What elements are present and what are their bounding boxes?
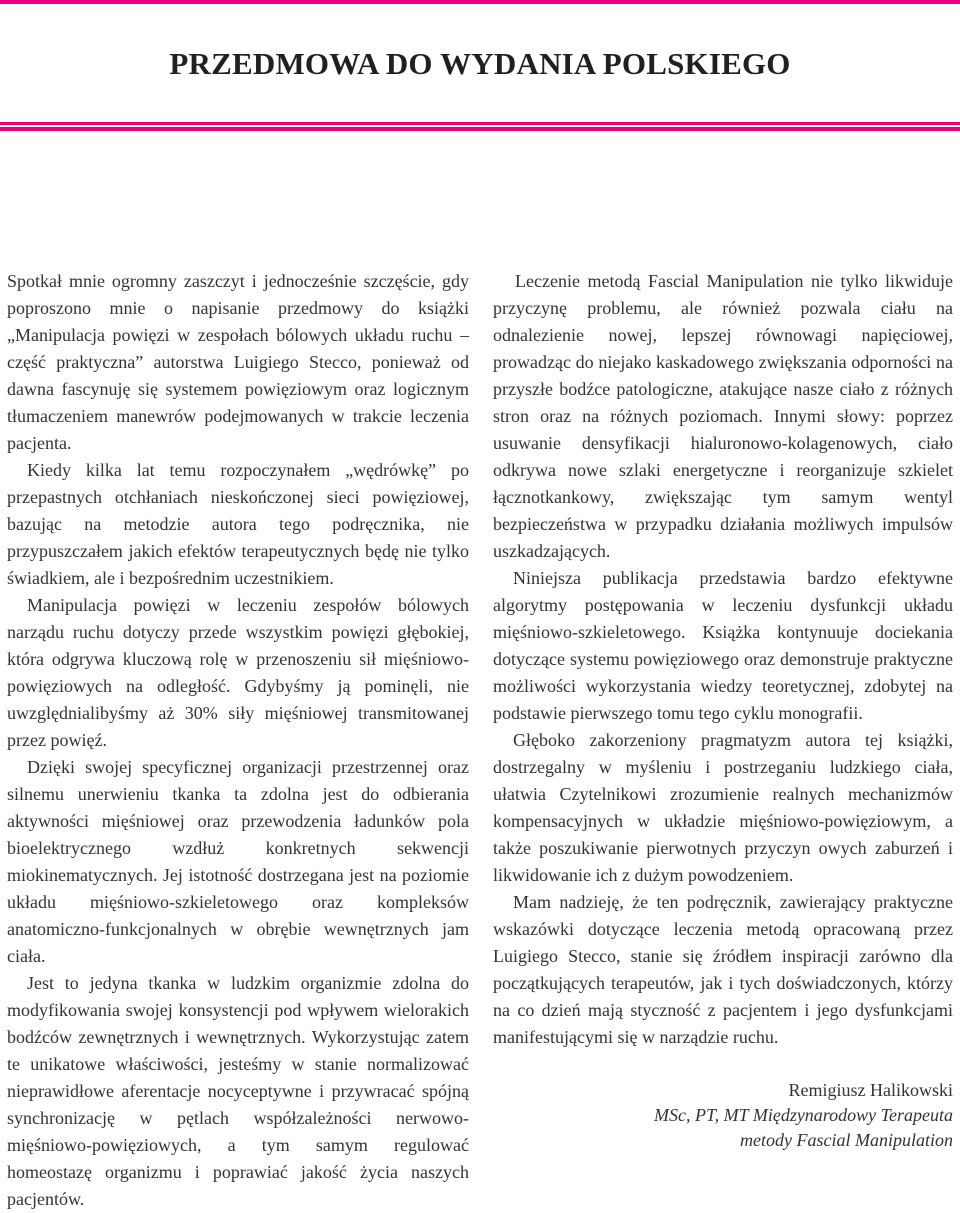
author-name: Remigiusz Halikowski xyxy=(788,1080,953,1100)
paragraph: Kiedy kilka lat temu rozpoczynałem „wędrówkę” po przepastnych otchłaniach nieskończonej sieci powięziowej, bazując na metodzie autora tego podręcznika, nie przypuszczałem jakich efektów terapeutycznych będę nie tylko świadkiem, ale i bezpośrednim uczestnikiem. xyxy=(7,460,469,588)
left-text-column xyxy=(7,268,469,1213)
author-affiliation: metody Fascial Manipulation xyxy=(740,1130,953,1150)
paragraph: Mam nadzieję, że ten podręcznik, zawierający praktyczne wskazówki dotyczące leczenia metodą opracowaną przez Luigiego Stecco, stanie się źródłem inspiracji zarówno dla początkujących terapeutów, jak i tych doświadczonych, którzy na co dzień mają styczność z pacjentem i jego dysfunkcjami manifestującymi się w narządzie ruchu. xyxy=(493,892,953,1047)
right-text-column xyxy=(493,268,953,1153)
paragraph: Spotkał mnie ogromny zaszczyt i jednocześnie szczęście, gdy poproszono mnie o napisanie przedmowy do książki „Manipulacja powięzi w zespołach bólowych układu ruchu – część praktyczna” autorstwa Luigiego Stecco, ponieważ od dawna fascynuję się systemem powięziowym oraz logicznym tłumaczeniem manewrów podejmowanych w trakcie leczenia pacjenta. xyxy=(7,271,469,453)
paragraph: Manipulacja powięzi w leczeniu zespołów bólowych narządu ruchu dotyczy przede wszystkim powięzi głębokiej, która odgrywa kluczową rolę w przenoszeniu sił mięśniowo-powięziowych na odległość. Gdybyśmy ją pominęli, nie uwzględnialibyśmy aż 30% siły mięśniowej transmitowanej przez powięź. xyxy=(7,595,469,750)
paragraph: Dzięki swojej specyficznej organizacji przestrzennej oraz silnemu unerwieniu tkanka ta zdolna jest do odbierania aktywności mięśniowej oraz przewodzenia ładunków pola bioelektrycznego wzdłuż konkretnych sekwencji miokinematycznych. Jej istotność dostrzegana jest na poziomie układu mięśniowo-szkieletowego oraz kompleksów anatomiczno-funkcjonalnych w obrębie wewnętrznych jam ciała. xyxy=(7,757,469,966)
paragraph: Niniejsza publikacja przedstawia bardzo efektywne algorytmy postępowania w leczeniu dysfunkcji układu mięśniowo-szkieletowego. Książka kontynuuje dociekania dotyczące systemu powięziowego oraz demonstruje praktyczne możliwości wykorzystania wiedzy teoretycznej, zdobytej na podstawie pierwszego tomu tego cyklu monografii. xyxy=(493,568,953,723)
top-accent-rule xyxy=(0,0,960,4)
author-credentials: MSc, PT, MT Międzynarodowy Terapeuta xyxy=(654,1105,953,1125)
title-accent-rule-lower xyxy=(0,127,960,131)
paragraph: Leczenie metodą Fascial Manipulation nie tylko likwiduje przyczynę problemu, ale również pozwala ciału na odnalezienie nowej, lepszej równowagi napięciowej, prowadząc do niejako kaskadowego zwiększania odporności na przyszłe bodźce patologiczne, atakujące nasze ciało z różnych stron oraz na różnych poziomach. Innymi słowy: poprzez usuwanie densyfikacji hialuronowo-kolagenowych, ciało odkrywa nowe szlaki energetyczne i reorganizuje szkielet łącznotkankowy, zwiększając tym samym wentyl bezpieczeństwa w przypadku działania możliwych impulsów uszkadzających. xyxy=(493,271,953,561)
title-accent-rule-upper xyxy=(0,122,960,125)
paragraph: Głęboko zakorzeniony pragmatyzm autora tej książki, dostrzegalny w myśleniu i postrzeganiu ludzkiego ciała, ułatwia Czytelnikowi zrozumienie realnych mechanizmów kompensacyjnych w układzie mięśniowo-powięziowym, a także poszukiwanie pierwotnych przyczyn owych zaburzeń i likwidowanie ich z dużym powodzeniem. xyxy=(493,730,953,885)
paragraph: Jest to jedyna tkanka w ludzkim organizmie zdolna do modyfikowania swojej konsystencji pod wpływem wielorakich bodźców zewnętrznych i wewnętrznych. Wykorzystując zatem te unikatowe właściwości, jesteśmy w stanie normalizować nieprawidłowe aferentacje nocyceptywne i przywracać spójną synchronizację w pętlach współzależności nerwowo-mięśniowo-powięziowych, a tym samym regulować homeostazę organizmu i poprawiać jakość życia naszych pacjentów. xyxy=(7,973,469,1209)
author-signature xyxy=(493,1078,953,1153)
page-title: PRZEDMOWA DO WYDANIA POLSKIEGO xyxy=(169,46,791,81)
